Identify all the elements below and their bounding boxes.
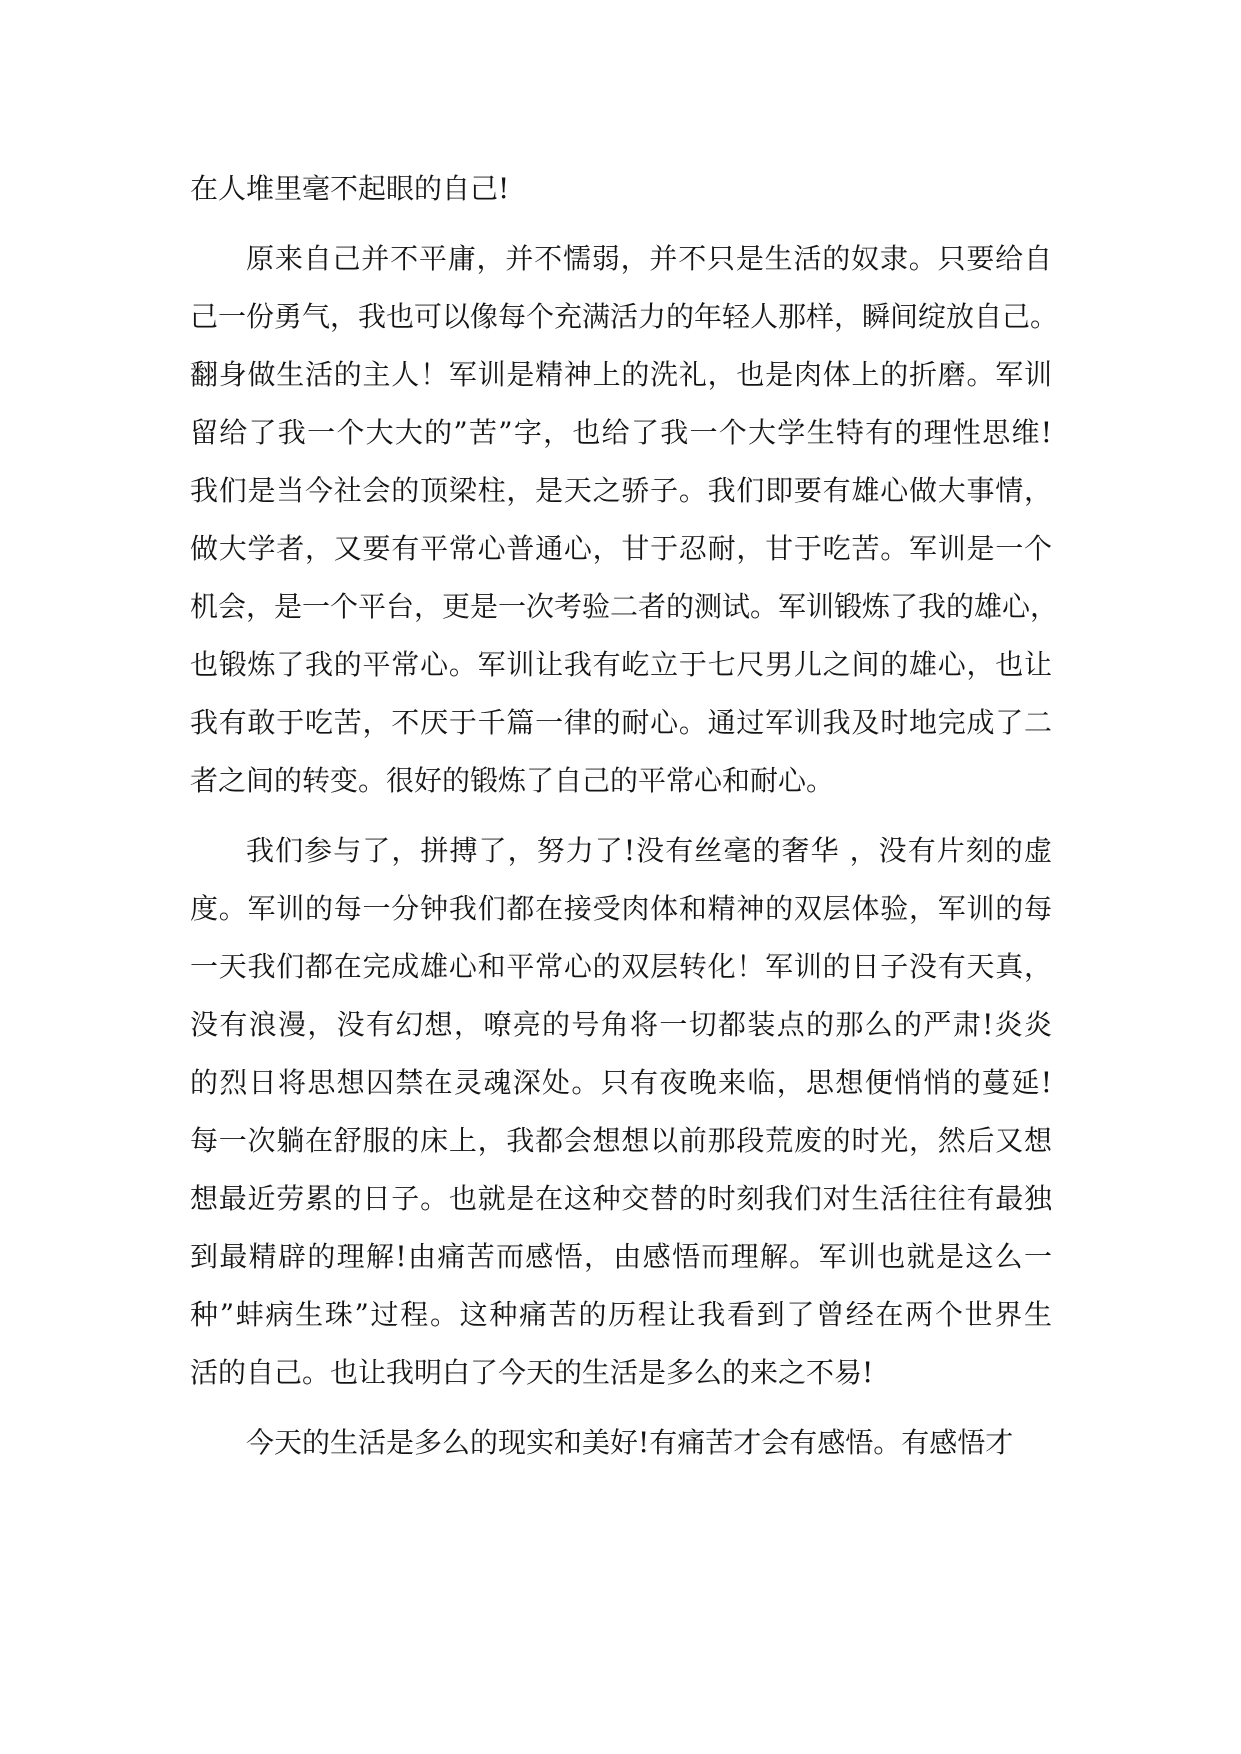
text-line: 每一次躺在舒服的床上，我都会想想以前那段荒废的时光，然后又想	[190, 1124, 1052, 1157]
text-line: 己一份勇气，我也可以像每个充满活力的年轻人那样，瞬间绽放自己。	[190, 300, 1059, 333]
text-line: 者之间的转变。很好的锻炼了自己的平常心和耐心。	[190, 764, 835, 797]
text-line: 我有敢于吃苦，不厌于千篇一律的耐心。通过军训我及时地完成了二	[190, 706, 1052, 739]
text-line: 种”蚌病生珠”过程。这种痛苦的历程让我看到了曾经在两个世界生	[190, 1298, 1052, 1331]
text-line: 翻身做生活的主人！军训是精神上的洗礼，也是肉体上的折磨。军训	[190, 358, 1052, 391]
text-line: 也锻炼了我的平常心。军训让我有屹立于七尺男儿之间的雄心，也让	[190, 648, 1052, 681]
text-line: 度。军训的每一分钟我们都在接受肉体和精神的双层体验，军训的每	[190, 892, 1052, 925]
text-line: 活的自己。也让我明白了今天的生活是多么的来之不易!	[190, 1356, 874, 1389]
text-line: 今天的生活是多么的现实和美好!有痛苦才会有感悟。有感悟才	[246, 1426, 1014, 1459]
text-line: 没有浪漫，没有幻想，嘹亮的号角将一切都装点的那么的严肃!炎炎	[190, 1008, 1052, 1041]
text-line: 我们参与了，拼搏了，努力了!没有丝毫的奢华 ，没有片刻的虚	[246, 834, 1052, 867]
text-line: 想最近劳累的日子。也就是在这种交替的时刻我们对生活往往有最独	[190, 1182, 1052, 1215]
text-line: 留给了我一个大大的”苦”字，也给了我一个大学生特有的理性思维!	[190, 416, 1052, 449]
text-line: 到最精辟的理解!由痛苦而感悟，由感悟而理解。军训也就是这么一	[190, 1240, 1052, 1273]
paragraph-gap	[190, 810, 1052, 822]
text-line: 做大学者，又要有平常心普通心，甘于忍耐，甘于吃苦。军训是一个	[190, 532, 1052, 565]
text-line: 一天我们都在完成雄心和平常心的双层转化！军训的日子没有天真，	[190, 950, 1052, 983]
text-line: 我们是当今社会的顶梁柱，是天之骄子。我们即要有雄心做大事情，	[190, 474, 1052, 507]
paragraph-gap	[190, 218, 1052, 230]
paragraph-gap	[190, 1402, 1052, 1414]
text-line: 在人堆里毫不起眼的自己!	[190, 172, 510, 205]
document-body	[190, 160, 1059, 1472]
text-line: 的烈日将思想囚禁在灵魂深处。只有夜晚来临，思想便悄悄的蔓延!	[190, 1066, 1052, 1099]
text-line: 原来自己并不平庸，并不懦弱，并不只是生活的奴隶。只要给自	[246, 242, 1052, 275]
text-line: 机会，是一个平台，更是一次考验二者的测试。军训锻炼了我的雄心，	[190, 590, 1059, 623]
